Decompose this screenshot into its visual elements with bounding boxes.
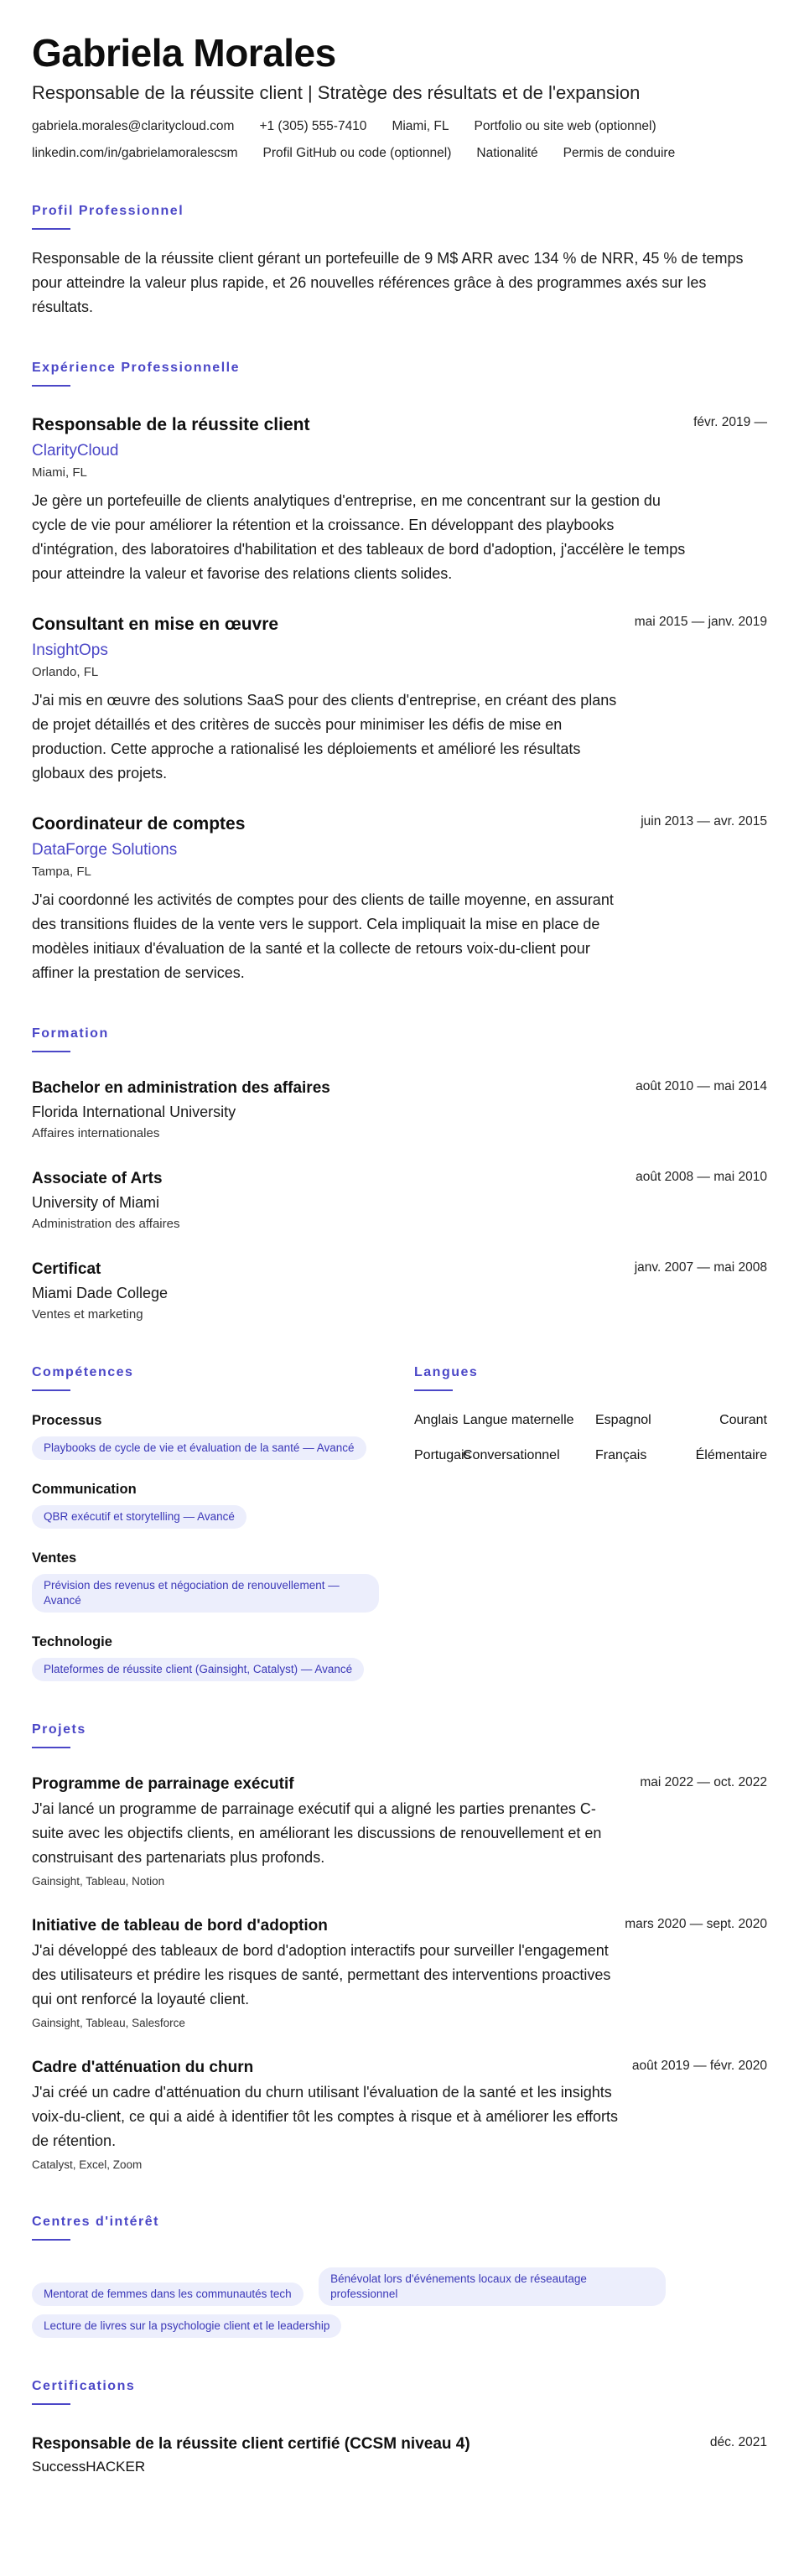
project-name: Cadre d'atténuation du churn: [32, 2059, 254, 2076]
language-level: Courant: [719, 1413, 767, 1427]
section-title: Projets: [32, 1722, 86, 1737]
degree-name: Certificat: [32, 1260, 101, 1278]
contact-github[interactable]: Profil GitHub ou code (optionnel): [262, 146, 452, 160]
job-dates: févr. 2019 —: [693, 415, 767, 429]
experience-item: [32, 613, 767, 786]
job-description: J'ai mis en œuvre des solutions SaaS pour des clients d'entreprise, en créant des plans de projet détaillés et des critères de succès pour minimiser les défis de mise en production. Cette approche a rationalisé les déploiements et amélioré les résultats globaux des projets.: [32, 692, 617, 782]
interests-section: [32, 2214, 767, 2338]
section-divider: [32, 385, 70, 387]
section-divider: [32, 2403, 70, 2405]
section-title: Formation: [32, 1026, 109, 1041]
job-location: Tampa, FL: [32, 865, 91, 879]
section-title: Profil Professionnel: [32, 204, 184, 218]
skill-chip: Plateformes de réussite client (Gainsight, Catalyst) — Avancé: [32, 1658, 364, 1681]
section-title: Langues: [414, 1365, 479, 1379]
project-description: J'ai créé un cadre d'atténuation du churn utilisant l'évaluation de la santé et les insights voix-du-client, ce qui a aidé à identifier tôt les comptes à risque et à améliorer les efforts de rétention.: [32, 2084, 619, 2149]
job-description: J'ai coordonné les activités de comptes pour des clients de taille moyenne, en assurant des transitions fluides de la vente vers le support. Cela impliquait la mise en place de modèles initiaux d'évaluation de la santé et la collecte de retours voix-du-client pour affiner la prestation de services.: [32, 891, 614, 981]
education-section: [32, 1026, 767, 1324]
candidate-name: Gabriela Morales: [32, 31, 336, 75]
skill-chip: Playbooks de cycle de vie et évaluation de la santé — Avancé: [32, 1436, 366, 1460]
project-item: [32, 1915, 767, 2032]
language-row: [414, 1446, 767, 1465]
job-title: Responsable de la réussite client: [32, 415, 310, 434]
project-dates: mai 2022 — oct. 2022: [640, 1775, 767, 1789]
skill-chip: QBR exécutif et storytelling — Avancé: [32, 1505, 246, 1529]
study-field: Administration des affaires: [32, 1217, 180, 1231]
school-name: Miami Dade College: [32, 1285, 169, 1301]
language-level: Élémentaire: [695, 1448, 767, 1462]
section-title: Certifications: [32, 2379, 136, 2393]
company-name: InsightOps: [32, 641, 108, 659]
job-dates: mai 2015 — janv. 2019: [634, 615, 767, 629]
education-dates: août 2010 — mai 2014: [636, 1079, 767, 1093]
language-row: [414, 1411, 767, 1430]
project-tech: Gainsight, Tableau, Salesforce: [32, 2017, 185, 2029]
school-name: Florida International University: [32, 1104, 236, 1120]
project-tech: Catalyst, Excel, Zoom: [32, 2158, 143, 2171]
section-divider: [414, 1389, 453, 1391]
experience-item: [32, 413, 767, 586]
education-item: [32, 1168, 767, 1233]
project-dates: août 2019 — févr. 2020: [631, 2059, 767, 2073]
job-dates: juin 2013 — avr. 2015: [641, 814, 767, 828]
experience-item: [32, 813, 767, 985]
skill-chip: Prévision des revenus et négociation de renouvellement — Avancé: [32, 1574, 379, 1613]
company-name: DataForge Solutions: [32, 841, 178, 859]
contact-license: Permis de conduire: [563, 146, 676, 160]
language-name: Portugais: [414, 1448, 471, 1462]
skill-category: Processus: [32, 1413, 102, 1428]
project-description: J'ai développé des tableaux de bord d'adoption interactifs pour surveiller l'engagement des utilisateurs et prédire les risques de santé, permettant des interventions proactives qui ont renforcé la loyauté client.: [32, 1942, 611, 2007]
job-title: Consultant en mise en œuvre: [32, 615, 279, 634]
education-dates: août 2008 — mai 2010: [636, 1170, 767, 1184]
language-name: Espagnol: [595, 1413, 651, 1427]
certifications-section: [32, 2378, 767, 2477]
language-name: Français: [595, 1448, 647, 1462]
section-title: Expérience Professionnelle: [32, 361, 240, 375]
section-divider: [32, 1389, 70, 1391]
certification-issuer: SuccessHACKER: [32, 2459, 146, 2475]
section-divider: [32, 1051, 70, 1052]
section-divider: [32, 1747, 70, 1748]
section-title: Compétences: [32, 1365, 134, 1379]
contact-phone[interactable]: +1 (305) 555-7410: [259, 119, 367, 133]
skill-category: Communication: [32, 1482, 137, 1497]
skill-category: Technologie: [32, 1634, 112, 1649]
experience-section: [32, 360, 767, 985]
skill-category: Ventes: [32, 1550, 77, 1566]
company-name: ClarityCloud: [32, 442, 119, 460]
interest-chip: Mentorat de femmes dans les communautés tech: [32, 2283, 304, 2306]
job-title: Coordinateur de comptes: [32, 814, 246, 834]
education-dates: janv. 2007 — mai 2008: [634, 1260, 767, 1275]
job-description: Je gère un portefeuille de clients analytiques d'entreprise, en me concentrant sur la gestion du cycle de vie pour améliorer la rétention et la croissance. En développant des playbooks d'intégration, des laboratoires d'habilitation et des tableaux de bord d'adoption, j'accélère le temps pour atteindre la valeur et favorise des relations clients solides.: [32, 492, 686, 582]
education-item: [32, 1259, 767, 1324]
job-location: Miami, FL: [32, 465, 87, 480]
language-level: Conversationnel: [463, 1448, 560, 1462]
skills-languages-row: [32, 1364, 767, 1681]
interest-chip: Bénévolat lors d'événements locaux de réseautage professionnel: [319, 2267, 666, 2306]
contact-email[interactable]: gabriela.morales@claritycloud.com: [32, 119, 235, 133]
skills-section: [32, 1364, 414, 1681]
project-name: Initiative de tableau de bord d'adoption: [32, 1917, 328, 1935]
degree-name: Associate of Arts: [32, 1170, 163, 1187]
study-field: Affaires internationales: [32, 1126, 160, 1140]
certification-date: déc. 2021: [709, 2435, 767, 2449]
project-item: [32, 2057, 767, 2174]
interest-chip: Lecture de livres sur la psychologie client et le leadership: [32, 2314, 341, 2338]
project-name: Programme de parrainage exécutif: [32, 1775, 294, 1793]
projects-section: [32, 1722, 767, 2174]
candidate-headline: Responsable de la réussite client | Stratège des résultats et de l'expansion: [32, 82, 641, 103]
contact-nationality: Nationalité: [476, 146, 538, 160]
contact-list: [32, 117, 770, 163]
interest-list: [32, 2259, 770, 2338]
language-name: Anglais: [414, 1413, 459, 1427]
degree-name: Bachelor en administration des affaires: [32, 1079, 330, 1097]
school-name: University of Miami: [32, 1194, 160, 1211]
certification-item: [32, 2433, 767, 2477]
section-divider: [32, 228, 70, 230]
section-divider: [32, 2239, 70, 2241]
contact-location: Miami, FL: [392, 119, 449, 133]
language-level: Langue maternelle: [463, 1413, 574, 1427]
project-tech: Gainsight, Tableau, Notion: [32, 1875, 165, 1888]
project-description: J'ai lancé un programme de parrainage exécutif qui a aligné les parties prenantes C-suite avec les objectifs clients, en améliorant les discussions de renouvellement et en construisant des partenariats plus profonds.: [32, 1800, 602, 1866]
education-item: [32, 1078, 767, 1143]
resume-header: [32, 30, 767, 163]
study-field: Ventes et marketing: [32, 1307, 143, 1322]
languages-section: [414, 1364, 767, 1681]
certification-name: Responsable de la réussite client certifié (CCSM niveau 4): [32, 2435, 470, 2453]
contact-portfolio[interactable]: Portfolio ou site web (optionnel): [474, 119, 656, 133]
job-location: Orlando, FL: [32, 665, 99, 679]
profile-section: [32, 203, 767, 319]
contact-linkedin[interactable]: linkedin.com/in/gabrielamoralescsm: [32, 146, 238, 160]
profile-summary: Responsable de la réussite client gérant un portefeuille de 9 M$ ARR avec 134 % de NRR, 45 % de temps pour atteindre la valeur plus rapide, et 26 nouvelles références grâce à des programmes axés sur les résultats.: [32, 250, 744, 315]
project-item: [32, 1774, 767, 1890]
project-dates: mars 2020 — sept. 2020: [625, 1917, 767, 1931]
section-title: Centres d'intérêt: [32, 2215, 159, 2229]
